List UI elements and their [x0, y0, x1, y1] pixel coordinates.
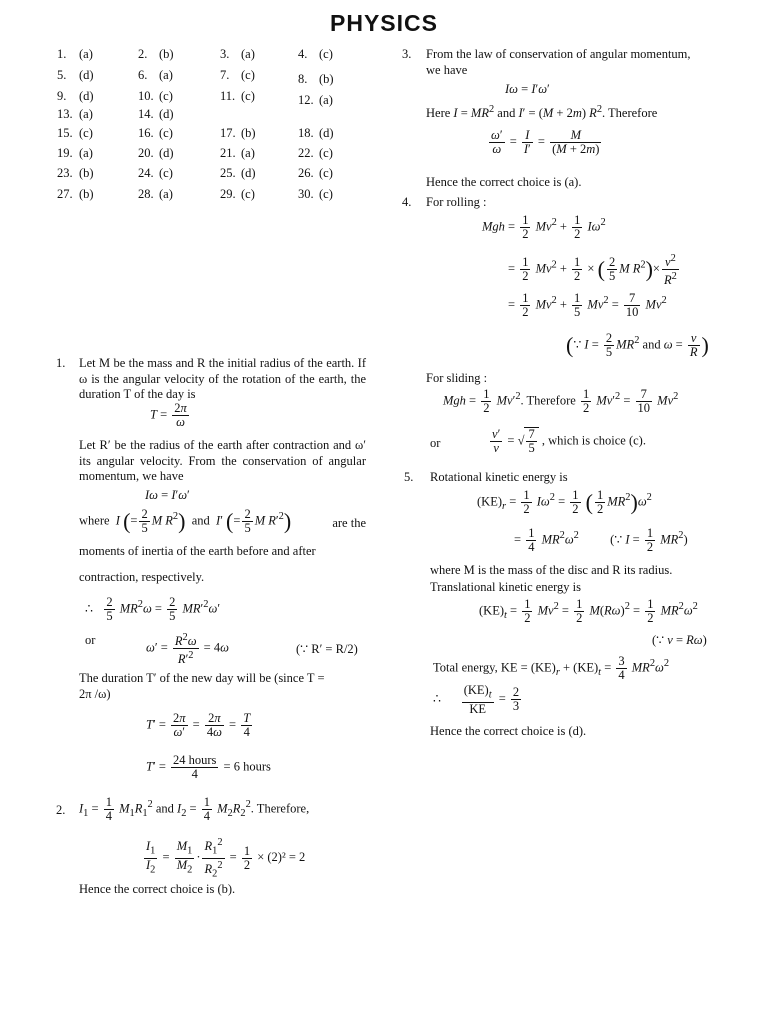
- answer-number: 19.: [57, 146, 73, 160]
- answer-choice: (a): [79, 47, 93, 61]
- q3-eq-ratio: $\frac{\omega'}{\omega}$ = $\frac{I}{I'}$ = $\frac{M}{(M + 2m)}$: [491, 128, 600, 156]
- q5-choice: Hence the correct choice is (d).: [430, 724, 587, 738]
- answer-number: 29.: [220, 187, 236, 201]
- answer-number: 24.: [138, 166, 154, 180]
- q5-rke-label: Rotational kinetic energy is: [430, 470, 568, 484]
- answer-number: 27.: [57, 187, 73, 201]
- answer-choice: (d): [319, 126, 334, 140]
- q4-number: 4.: [402, 195, 412, 209]
- q2-therefore: . Therefore,: [250, 801, 310, 816]
- q4-rolling: For rolling :: [426, 195, 487, 209]
- q5-total-label: Total energy, KE = (KE): [433, 660, 556, 675]
- q1-eq-new-day: T′ = $\frac{2\pi}{\omega'}$ = $\frac{2\pi}{4\omega}$ = $\frac{T}{4}$: [146, 711, 251, 739]
- answer-number: 20.: [138, 146, 154, 160]
- answer-number: 3.: [220, 47, 230, 61]
- q3-here: Here: [426, 106, 451, 121]
- q1-intro: Let M be the mass and R the initial radius of the earth. If ω is the angular velocity of the rotation of the earth, the duration T of the day is: [79, 356, 366, 401]
- answer-choice: (b): [79, 166, 94, 180]
- answer-number: 2.: [138, 47, 148, 61]
- q1-eq-inertia: ∴ $\frac{2}{5}$ $MR^2\omega$ = $\frac{2}{5}$ $MR'^2\omega'$: [85, 595, 221, 623]
- q1-moments: moments of inertia of the earth before and after: [79, 544, 316, 558]
- q1-para2: Let R′ be the radius of the earth after contraction and ω′ its angular velocity. From the conservation of angular momentum, we have: [79, 438, 366, 483]
- q1-hours-result: = 6 hours: [223, 759, 271, 774]
- answer-number: 1.: [57, 47, 67, 61]
- q2-eq-ratio: $\frac{I_1}{I_2}$ = $\frac{M_1}{M_2}$ · $\frac{R_1^2}{R_2^2}$ = $\frac{1}{2}$ × (2)² = 2: [146, 837, 306, 880]
- q3-therefore: . Therefore: [602, 106, 658, 121]
- answer-choice: (c): [241, 89, 255, 103]
- q5-eq-tke: $(KE)_t$ = $\frac{1}{2}$ $Mv^2$ = $\frac{1}{2}$ $M(R\omega)^2$ = $\frac{1}{2}$ $MR^2\omega^2$: [479, 597, 698, 625]
- answer-choice: (c): [241, 68, 255, 82]
- q4-eq-rolling-1: Mgh = $\frac{1}{2}$ $Mv^2$ + $\frac{1}{2}$ $I\omega^2$: [482, 213, 606, 241]
- q1-are-the: are the: [332, 516, 366, 530]
- q3-here-line: Here $I = MR^2$ and I′ = (M + 2m) $R^2$. Therefore: [426, 104, 658, 121]
- answer-number: 13.: [57, 107, 73, 121]
- answer-choice: (b): [159, 47, 174, 61]
- q1-hours-den: 4: [191, 767, 198, 781]
- q3-line2: we have: [426, 63, 468, 77]
- q1-or: or: [85, 633, 96, 647]
- answer-choice: (a): [159, 187, 173, 201]
- answer-choice: (c): [241, 187, 255, 201]
- answer-choice: (c): [319, 166, 333, 180]
- answer-choice: (c): [159, 89, 173, 103]
- answer-choice: (a): [319, 93, 333, 107]
- q5-eq-since: (∵ v = Rω): [652, 633, 707, 647]
- q1-eq-period: T = $\frac{2\pi}{\omega}$: [150, 401, 187, 429]
- q1-where-line: where I (= $\frac{2}{5}$ M $R^2$) and I′ (= $\frac{2}{5}$ M $R'^2$) are the: [79, 507, 366, 535]
- q5-eq-rke-1: $(KE)_r$ = $\frac{1}{2}$ $I\omega^2$ = $\frac{1}{2}$ ( $\frac{1}{2}$ $MR^2)\omega^2$: [477, 488, 652, 516]
- q4-eq-sliding: Mgh = $\frac{1}{2}$ $Mv'^2$. Therefore $\frac{1}{2}$ $Mv'^2$ = $\frac{7}{10}$ Mv$^2$: [443, 387, 679, 415]
- q3-number: 3.: [402, 47, 412, 61]
- q5-where: where M is the mass of the disc and R its radius.: [430, 563, 673, 577]
- q5-eq-rke-2: = $\frac{1}{4}$ $MR^2\omega^2$ (∵ I = $\frac{1}{2}$ $MR^2$): [514, 526, 688, 554]
- q1-duration-line2: 2π /ω): [79, 687, 111, 701]
- answer-choice: (a): [79, 146, 93, 160]
- q1-number: 1.: [56, 356, 66, 370]
- q5-therefore: ∴: [433, 691, 441, 706]
- answer-choice: (b): [319, 72, 334, 86]
- q2-eq-inertias: $I_1$ = $\frac{1}{4}$ $M_1R_1^2$ and $I_2$ = $\frac{1}{4}$ $M_2R_2^2$. Therefore,: [79, 795, 310, 823]
- q1-eq-momentum: Iω = I′ω′: [145, 488, 190, 502]
- answer-choice: (b): [79, 187, 94, 201]
- answer-number: 11.: [220, 89, 236, 103]
- answer-number: 12.: [298, 93, 314, 107]
- q4-or: or: [430, 436, 441, 450]
- q2-result: × (2)² = 2: [257, 850, 306, 865]
- answer-choice: (c): [79, 126, 93, 140]
- q1-contraction: contraction, respectively.: [79, 570, 205, 584]
- answer-choice: (a): [159, 68, 173, 82]
- q5-tke-label: Translational kinetic energy is: [430, 580, 582, 594]
- answer-choice: (c): [159, 166, 173, 180]
- q1-therefore: ∴: [85, 601, 93, 616]
- answer-choice: (d): [79, 68, 94, 82]
- q3-choice: Hence the correct choice is (a).: [426, 175, 582, 189]
- q1-eq-hours: T′ = $\frac{\text{24 hours}}{4}$ = 6 hours: [146, 753, 271, 781]
- answer-choice: (d): [159, 146, 174, 160]
- q4-eq-rolling-3: = $\frac{1}{2}$ $Mv^2$ + $\frac{1}{5}$ $Mv^2$ = $\frac{7}{10}$ Mv$^2$: [508, 291, 667, 319]
- q3-eq-momentum: Iω = I′ω′: [505, 82, 550, 96]
- answer-choice: (c): [319, 187, 333, 201]
- q4-eq-since: (∵ I = $\frac{2}{5}$ $MR^2$ and ω = $\frac{v}{R}$ ): [566, 331, 709, 359]
- answer-choice: (c): [319, 146, 333, 160]
- answer-number: 16.: [138, 126, 154, 140]
- q4-and: and: [642, 337, 661, 352]
- q1-hours-num: 24 hours: [173, 753, 217, 767]
- answer-choice: (c): [159, 126, 173, 140]
- q5-number: 5.: [404, 470, 414, 484]
- answer-number: 28.: [138, 187, 154, 201]
- answer-number: 30.: [298, 187, 314, 201]
- q1-duration-line1: The duration T′ of the new day will be (since T =: [79, 671, 325, 685]
- answer-number: 8.: [298, 72, 308, 86]
- answer-choice: (b): [241, 126, 256, 140]
- answer-number: 4.: [298, 47, 308, 61]
- q1-where: where: [79, 513, 110, 528]
- answer-number: 26.: [298, 166, 314, 180]
- q5-eq-ratio: ∴ $\frac{(KE)_t}{KE}$ = $\frac{2}{3}$: [433, 683, 520, 716]
- answer-choice: (d): [241, 166, 256, 180]
- q3-line1: From the law of conservation of angular momentum,: [426, 47, 691, 61]
- answer-number: 25.: [220, 166, 236, 180]
- answer-number: 10.: [138, 89, 154, 103]
- q2-number: 2.: [56, 803, 66, 817]
- q4-sliding: For sliding :: [426, 371, 488, 385]
- answer-number: 15.: [57, 126, 73, 140]
- page-title: PHYSICS: [330, 10, 438, 36]
- q1-and: and: [191, 513, 210, 528]
- q4-eq-rolling-2: = $\frac{1}{2}$ $Mv^2$ + $\frac{1}{2}$ × ( $\frac{2}{5}$ M $R^2)\times$ $\frac{v^2}{R^2}$: [508, 253, 677, 288]
- answer-choice: (c): [319, 47, 333, 61]
- q1-since: (∵ R′ = R/2): [296, 642, 358, 656]
- answer-number: 18.: [298, 126, 314, 140]
- answer-number: 23.: [57, 166, 73, 180]
- answer-number: 7.: [220, 68, 230, 82]
- answer-choice: (a): [79, 107, 93, 121]
- answer-choice: (d): [79, 89, 94, 103]
- answer-number: 22.: [298, 146, 314, 160]
- answer-number: 21.: [220, 146, 236, 160]
- q2-choice: Hence the correct choice is (b).: [79, 882, 236, 896]
- q4-therefore: . Therefore: [520, 393, 576, 408]
- answer-number: 17.: [220, 126, 236, 140]
- answer-choice: (d): [159, 107, 174, 121]
- q3-and: and: [497, 106, 516, 121]
- answer-number: 14.: [138, 107, 154, 121]
- q4-eq-ratio: $\frac{v'}{v}$ = √ $\frac{7}{5}$ , which is choice (c).: [492, 427, 646, 455]
- q5-eq-total: Total energy, KE = $(KE)_r + (KE)_t$ = $\frac{3}{4}$ $MR^2\omega^2$: [433, 654, 670, 682]
- answer-choice: (a): [241, 47, 255, 61]
- answer-number: 6.: [138, 68, 148, 82]
- q4-choice: , which is choice (c).: [541, 433, 646, 448]
- answer-number: 9.: [57, 89, 67, 103]
- answer-number: 5.: [57, 68, 67, 82]
- q1-eq-omega: ω′ = $\frac{R^2\omega}{R'^2}$ = 4ω: [146, 632, 229, 667]
- answer-choice: (a): [241, 146, 255, 160]
